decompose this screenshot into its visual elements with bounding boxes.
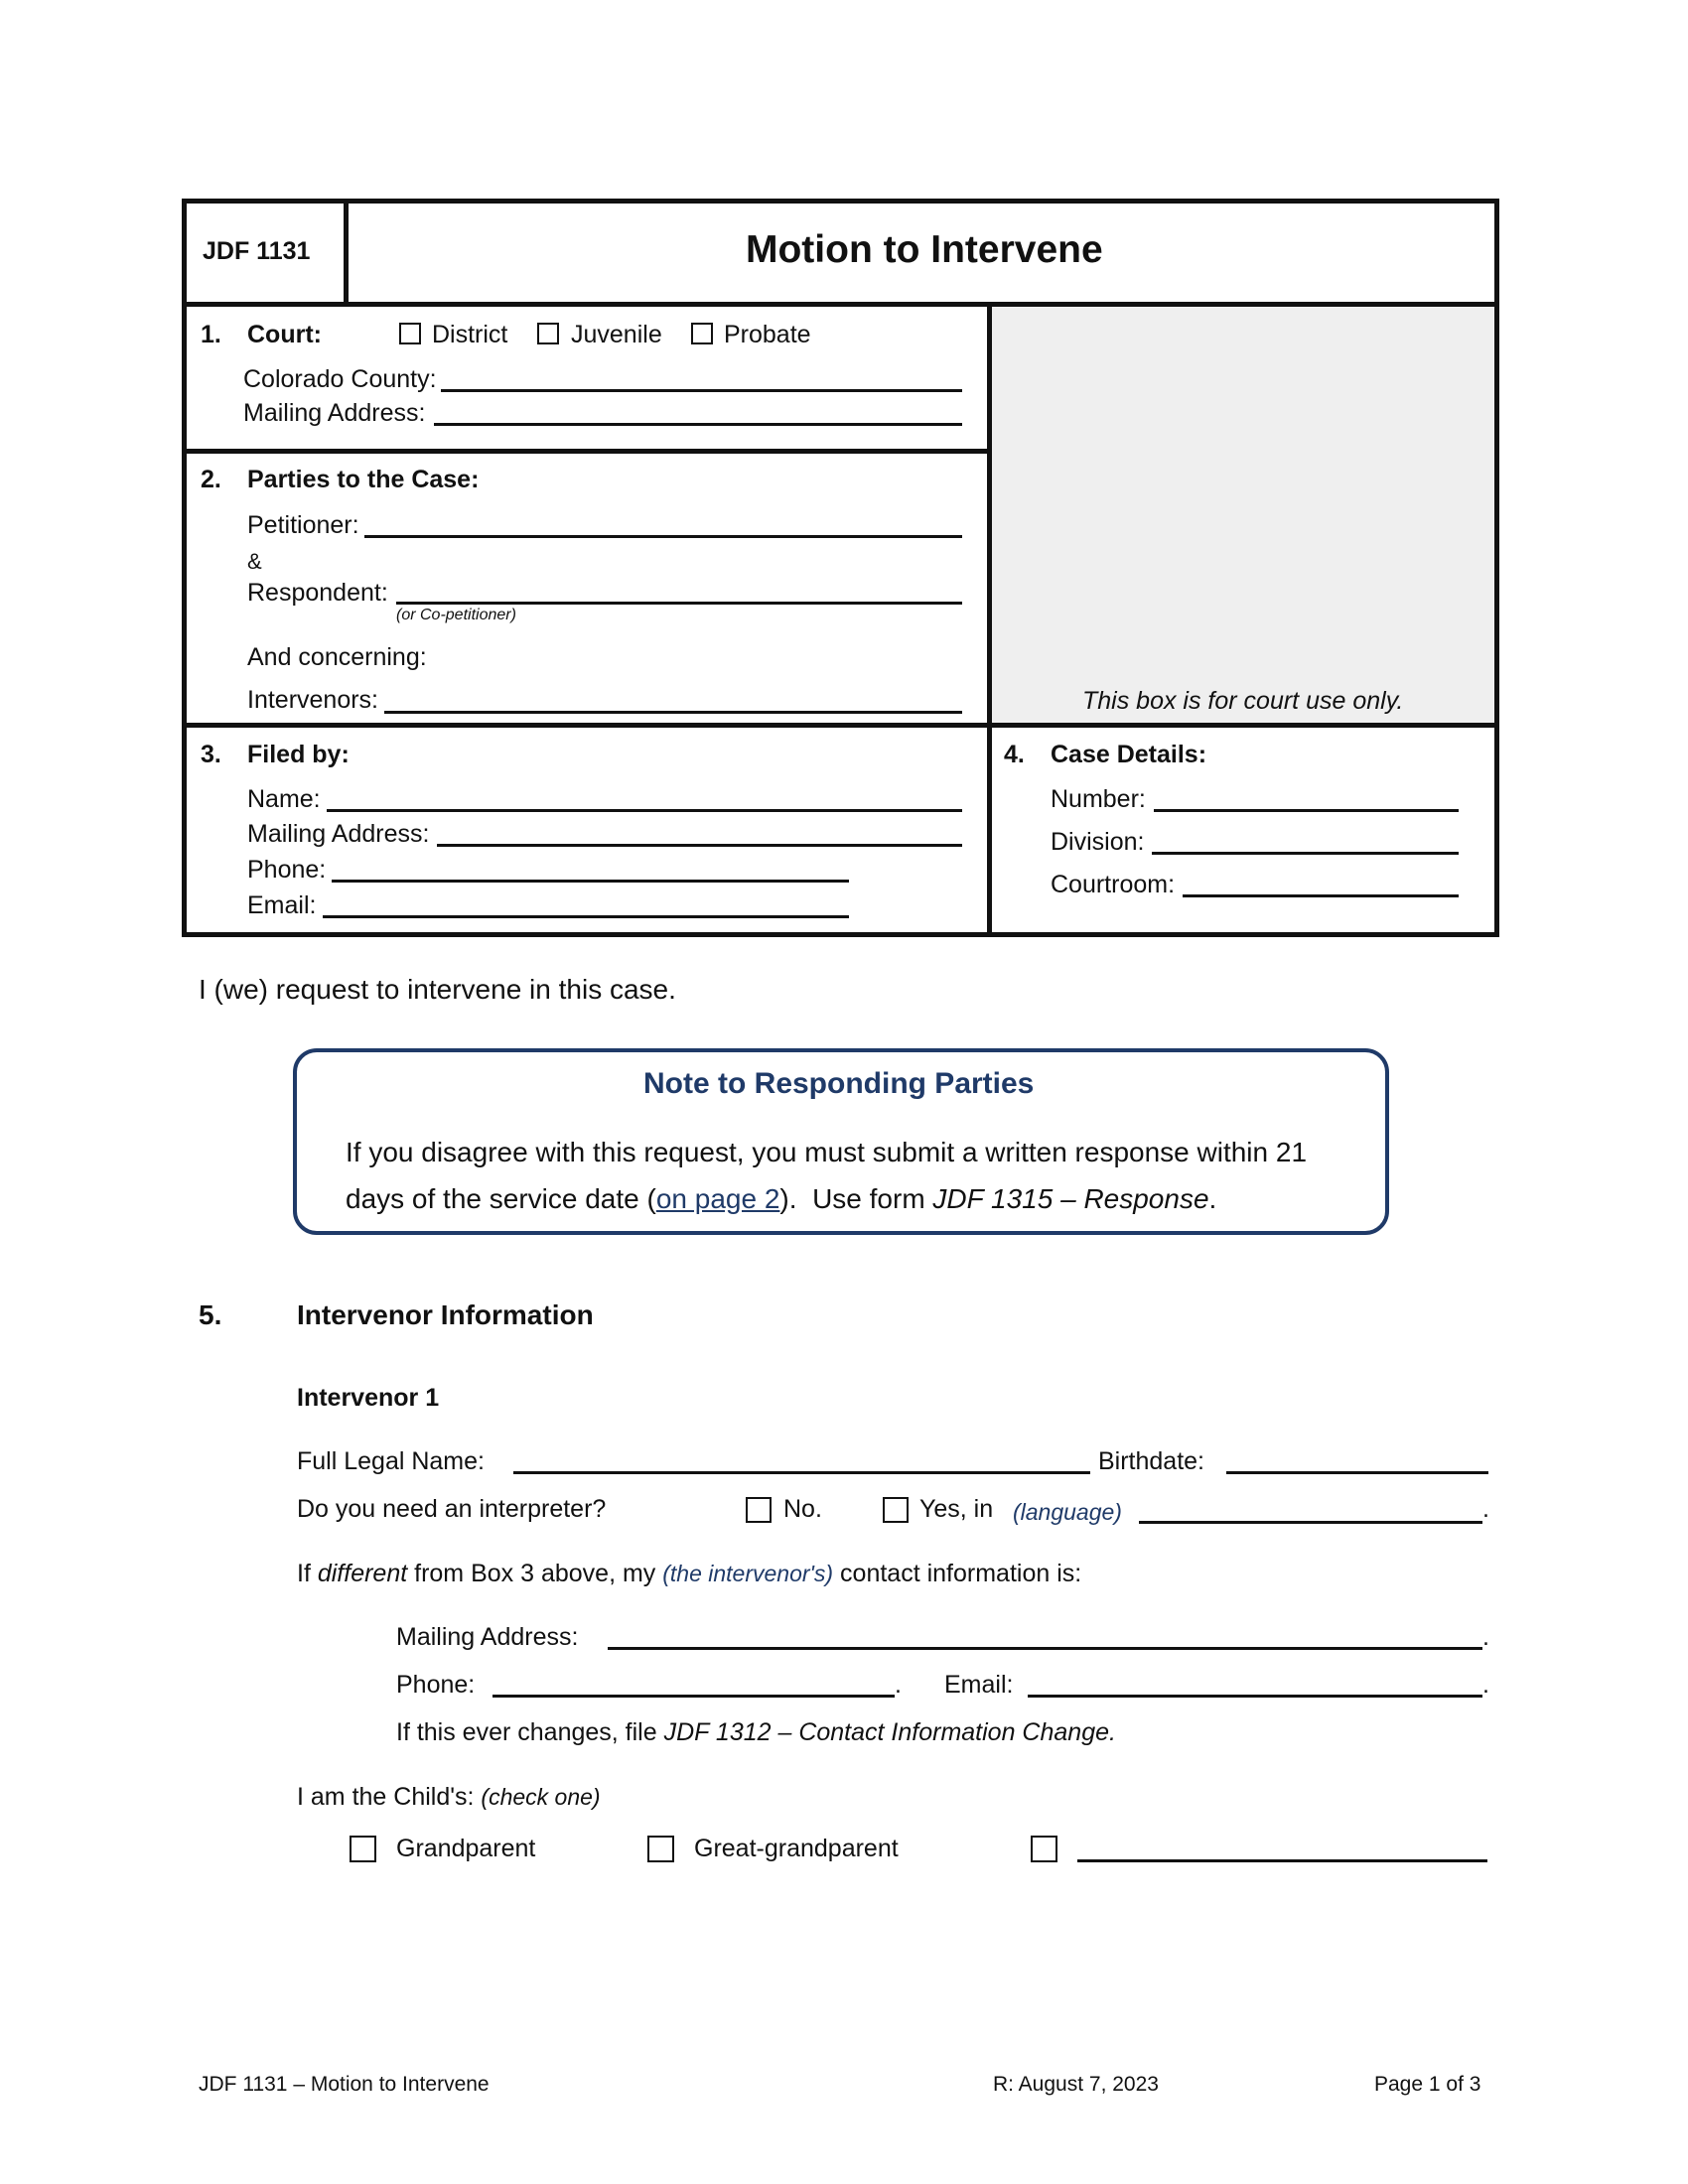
courtroom-input[interactable] [1183,894,1459,897]
great-grandparent-checkbox[interactable] [647,1836,674,1862]
respondent-note: (or Co-petitioner) [396,607,516,623]
interpreter-yes-checkbox[interactable] [883,1497,909,1523]
check-one-hint: (check one) [481,1784,601,1810]
intervenor-1-heading: Intervenor 1 [297,1384,440,1412]
diff-part-e: contact information is: [833,1560,1082,1587]
court-use-text: This box is for court use only. [1082,687,1404,715]
box1-bottom-divider [182,449,990,454]
probate-label: Probate [724,321,811,348]
filer-mailing-input[interactable] [437,844,962,847]
intervenor-email-input[interactable] [1028,1695,1482,1698]
respondent-label: Respondent: [247,579,388,607]
diff-part-b: different [317,1560,408,1587]
response-form-ref: JDF 1315 – Response [932,1183,1209,1214]
box4-number: 4. [1004,741,1025,768]
box1-number: 1. [201,321,221,348]
great-grandparent-label: Great-grandparent [694,1835,899,1862]
court-mailing-label: Mailing Address: [243,399,426,427]
filer-email-label: Email: [247,891,317,919]
phone-period: . [895,1671,902,1699]
diff-part-d: (the intervenor's) [662,1561,834,1586]
section5-title: Intervenor Information [297,1299,594,1330]
case-number-label: Number: [1051,785,1146,813]
district-label: District [432,321,508,348]
other-relation-input[interactable] [1077,1859,1487,1862]
juvenile-checkbox[interactable] [537,323,559,344]
intervenor-email-label: Email: [944,1671,1014,1699]
birthdate-input[interactable] [1226,1471,1488,1474]
box2-number: 2. [201,466,221,493]
form-id: JDF 1131 [203,237,311,265]
county-label: Colorado County: [243,365,437,393]
mailing-period: . [1482,1623,1489,1651]
footer-revision: R: August 7, 2023 [993,2073,1159,2096]
page-2-link[interactable]: on page 2 [655,1183,780,1214]
interpreter-no-checkbox[interactable] [746,1497,772,1523]
respondent-input[interactable] [396,602,962,605]
case-number-input[interactable] [1154,809,1459,812]
intervenors-input[interactable] [384,711,962,714]
filer-mailing-label: Mailing Address: [247,820,430,848]
petitioner-label: Petitioner: [247,511,359,539]
court-use-box [992,307,1494,723]
footer-form-name: JDF 1131 – Motion to Intervene [199,2073,490,2096]
diff-part-c: from Box 3 above, my [407,1560,663,1587]
note-line-2-mid: ). Use form [779,1183,933,1214]
child-relation-label [297,1783,601,1812]
district-checkbox[interactable] [399,323,421,344]
footer-page-number: Page 1 of 3 [1374,2073,1481,2096]
interpreter-yes-label: Yes, in [919,1495,994,1523]
changes-part-a: If this ever changes, file [396,1718,664,1746]
request-text: I (we) request to intervene in this case. [199,974,676,1005]
different-contact-text [297,1560,1081,1588]
filer-phone-label: Phone: [247,856,327,884]
interpreter-label: Do you need an interpreter? [297,1495,607,1523]
grandparent-label: Grandparent [396,1835,536,1862]
intervenor-phone-label: Phone: [396,1671,476,1699]
concerning-label: And concerning: [247,643,427,671]
filer-phone-input[interactable] [332,880,849,883]
petitioner-input[interactable] [364,535,962,538]
changes-part-b: JDF 1312 – Contact Information Change. [663,1718,1116,1746]
probate-checkbox[interactable] [691,323,713,344]
court-mailing-input[interactable] [434,423,962,426]
filer-name-label: Name: [247,785,321,813]
box3-number: 3. [201,741,221,768]
child-label: I am the Child's: [297,1783,475,1811]
interpreter-no-label: No. [783,1495,822,1523]
birthdate-label: Birthdate: [1098,1447,1205,1475]
parties-label: Parties to the Case: [247,466,480,493]
language-period: . [1482,1495,1489,1523]
page-title: Motion to Intervene [746,228,1103,271]
language-input[interactable] [1139,1521,1482,1524]
case-details-label: Case Details: [1051,741,1207,768]
header-divider [344,199,349,307]
note-line-2-end: . [1208,1183,1217,1214]
full-name-label: Full Legal Name: [297,1447,485,1475]
box2-bottom-divider [182,723,1499,728]
filer-email-input[interactable] [323,915,849,918]
full-name-input[interactable] [513,1471,1090,1474]
note-line-2 [346,1183,1216,1215]
diff-part-a: If [297,1560,318,1587]
filed-by-label: Filed by: [247,741,350,768]
email-period: . [1482,1671,1489,1699]
note-title: Note to Responding Parties [643,1067,1035,1100]
intervenors-label: Intervenors: [247,686,379,714]
note-line-1: If you disagree with this request, you must submit a written response within 21 [346,1137,1308,1167]
courtroom-label: Courtroom: [1051,871,1176,898]
other-relation-checkbox[interactable] [1031,1836,1057,1862]
note-line-2-start: days of the service date ( [346,1183,656,1214]
county-input[interactable] [441,389,962,392]
intervenor-mailing-label: Mailing Address: [396,1623,579,1651]
court-label: Court: [247,321,322,348]
division-input[interactable] [1152,852,1459,855]
ampersand: & [247,549,262,574]
filer-name-input[interactable] [327,809,962,812]
grandparent-checkbox[interactable] [350,1836,376,1862]
section5-number: 5. [199,1299,222,1330]
division-label: Division: [1051,828,1145,856]
contact-change-text [396,1718,1116,1747]
intervenor-mailing-input[interactable] [608,1647,1482,1650]
intervenor-phone-input[interactable] [492,1695,895,1698]
juvenile-label: Juvenile [571,321,662,348]
language-hint: (language) [1013,1499,1122,1525]
